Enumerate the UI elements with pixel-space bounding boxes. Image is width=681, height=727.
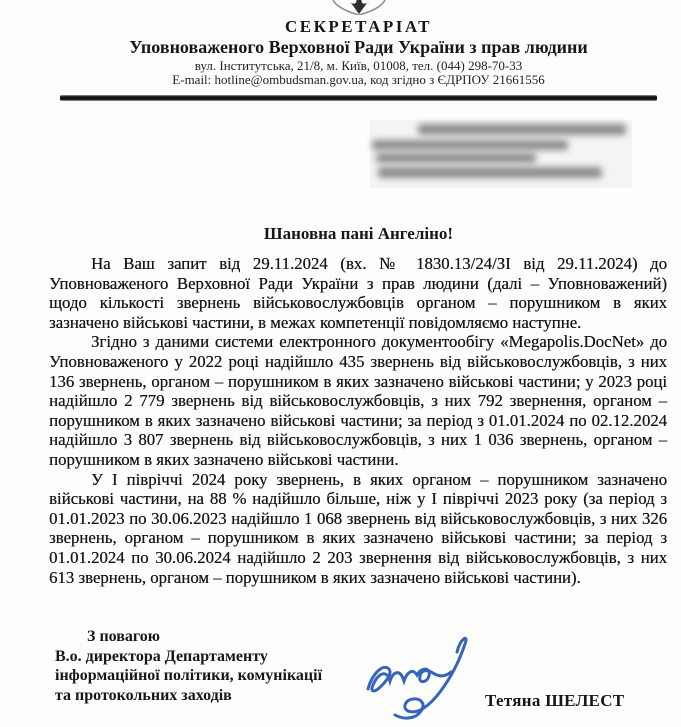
paragraph-request: На Ваш запит від 29.11.2024 (вх. № 1830.13/24/ЗІ від 29.11.2024) до Уповноваженого Верховної Ради України з прав людини (далі – Уповноважений) щодо кількості звернень військовослужбовців органом – порушником в яких зазначено військові частини, в межах компетенції повідомляємо наступне. [49,254,667,332]
email-line: E-mail: hotline@ombudsman.gov.ua, код згідно з ЄДРПОУ 21661556 [172,72,545,87]
redacted-recipient-block [370,120,632,188]
signer-position-line: інформаційної політики, комунікації [55,667,323,684]
redacted-line [372,140,568,150]
organization-name: Уповноваженого Верховної Ради України з прав людини [129,37,588,57]
redacted-line [376,153,536,163]
signer-position-line: В.о. директора Департаменту [55,647,268,665]
header-divider-rule [60,95,657,101]
redacted-line [378,167,602,178]
secretariat-title: СЕКРЕТАРІАТ [284,17,433,36]
salutation: Шановна пані Ангеліно! [263,224,454,243]
paragraph-comparison: У І півріччі 2024 року звернень, в яких органом – порушником зазначено військові частини, на 88 % надійшло більше, ніж у І півріччі 2023 року (за період з 01.01.2023 по 30.06.2023 надійшло 1 068 звернень від військовослужбовців, з них 326 звернень, органом – порушником в яких зазначено військові частини; за період з 01.01.2024 по 30.06.2024 надійшло 2 203 звернення від військовослужбовців, з них 613 звернень, органом – порушником в яких зазначено військові частини). [49,469,667,587]
closing-regards: З повагою [87,628,160,645]
ukraine-trident-emblem-icon [49,0,668,16]
signer-position-line: та протокольних заходів [55,686,232,704]
signer-name: Тетяна ШЕЛЕСТ [485,691,625,710]
address-line: вул. Інститутська, 21/8, м. Київ, 01008, тел. (044) 298-70-33 [194,58,523,73]
closing-block [55,627,322,705]
handwritten-signature-icon [360,631,482,726]
letter-body [49,254,667,587]
paragraph-statistics: Згідно з даними системи електронного документообігу «Megapolis.DocNet» до Уповноваженого у 2022 році надійшло 435 звернень від військовослужбовців, з них 136 звернень, органом – порушником в яких зазначено військові частини; у 2023 році надійшло 2 779 звернень від військовослужбовців, з них 792 звернення, органом – порушником в яких зазначено військові частини; за період з 01.01.2024 по 02.12.2024 надійшло 3 807 звернень від військовослужбовців, з них 1 036 звернень, органом – порушником в яких зазначено військові частини. [49,332,667,469]
redacted-line [418,124,626,135]
